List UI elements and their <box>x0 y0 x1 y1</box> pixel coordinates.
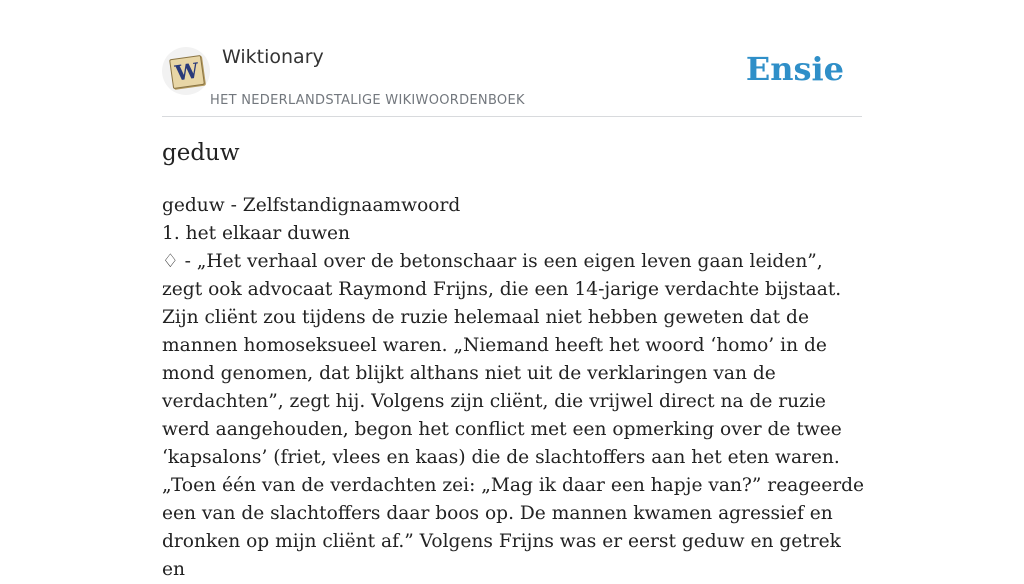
entry-heading: geduw - Zelfstandignaamwoord <box>162 195 461 216</box>
logo-tile <box>169 55 205 89</box>
ensie-brand-logo[interactable]: Ensie <box>745 50 844 88</box>
logo-letter: W <box>173 57 201 86</box>
entry-content <box>162 192 864 584</box>
entry-example: ♢ - „Het verhaal over de betonschaar is een eigen leven gaan leiden”, zegt ook advocaat Raymond Frijns, die een 14-jarige verdachte bijstaat. Zijn cliënt zou tijdens de ruzie helemaal niet hebben geweten dat de mannen homoseksueel waren. „Niemand heeft het woord ‘homo’ in de mond genomen, dat blijkt althans niet uit de verklaringen van de verdachten”, zegt hij. Volgens zijn cliënt, die vrijwel direct na de ruzie werd aangehouden, begon het conflict met een opmerking over de twee ‘kapsalons’ (friet, vlees en kaas) die de slachtoffers aan het eten waren. „Toen één van de verdachten zei: „Mag ik daar een hapje van?” reageerde een van de slachtoffers daar boos op. De mannen kwamen agressief en dronken op mijn cliënt af.” Volgens Frijns was er eerst geduw en getrek en <box>162 251 864 580</box>
wiktionary-logo[interactable] <box>162 47 210 95</box>
page-title: geduw <box>162 140 240 166</box>
site-name[interactable]: Wiktionary <box>222 46 324 68</box>
entry-definition: 1. het elkaar duwen <box>162 223 350 244</box>
site-header <box>162 0 862 117</box>
site-tagline: HET NEDERLANDSTALIGE WIKIWOORDENBOEK <box>210 93 525 108</box>
